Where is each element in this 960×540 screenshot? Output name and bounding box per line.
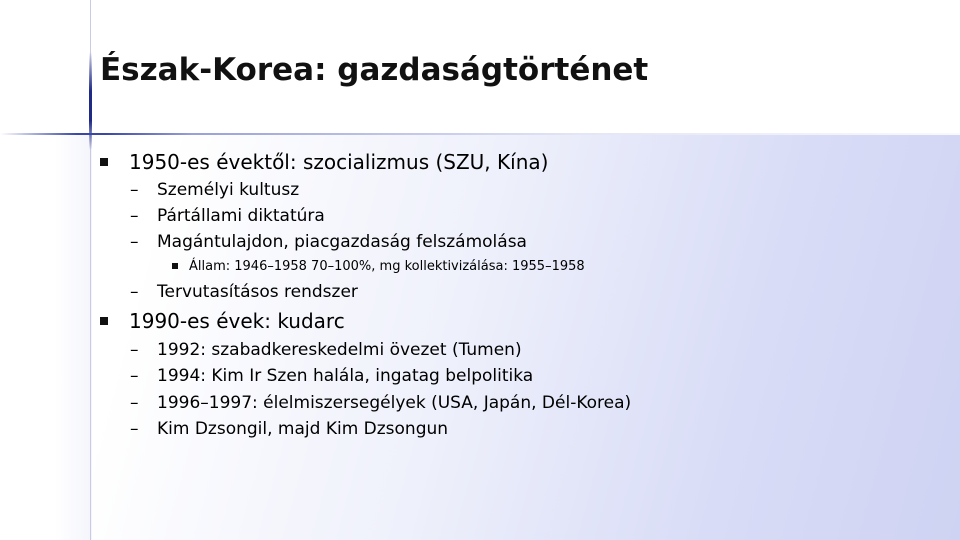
- sub-item-text: Kim Dzsongil, majd Kim Dzsongun: [157, 419, 449, 439]
- dash-marker: –: [130, 340, 139, 360]
- square-bullet-icon: [100, 158, 108, 166]
- dash-marker: –: [130, 180, 139, 200]
- dash-marker: –: [130, 232, 139, 252]
- square-bullet-icon: [100, 317, 108, 325]
- bullet-text: 1950-es évektől: szocializmus (SZU, Kína): [129, 150, 549, 174]
- sub-item-text: Pártállami diktatúra: [157, 206, 325, 226]
- bullet-text: 1990-es évek: kudarc: [129, 309, 345, 333]
- dash-marker: –: [130, 282, 139, 302]
- sub-item-text: Tervutasításos rendszer: [157, 282, 358, 302]
- sub-sub-item-text: Állam: 1946–1958 70–100%, mg kollektivizálása: 1955–1958: [189, 259, 585, 274]
- dash-marker: –: [130, 419, 139, 439]
- sub-item-text: 1992: szabadkereskedelmi övezet (Tumen): [157, 340, 522, 360]
- sub-item-text: 1996–1997: élelmiszersegélyek (USA, Japán, Dél-Korea): [157, 393, 632, 413]
- dash-marker: –: [130, 393, 139, 413]
- sub-item-text: Személyi kultusz: [157, 180, 300, 200]
- slide-title: Észak-Korea: gazdaságtörténet: [100, 52, 649, 88]
- dash-marker: –: [130, 206, 139, 226]
- dash-marker: –: [130, 366, 139, 386]
- square-bullet-icon: [172, 263, 178, 269]
- sub-item-text: 1994: Kim Ir Szen halála, ingatag belpolitika: [157, 366, 534, 386]
- sub-item-text: Magántulajdon, piacgazdaság felszámolása: [157, 232, 527, 252]
